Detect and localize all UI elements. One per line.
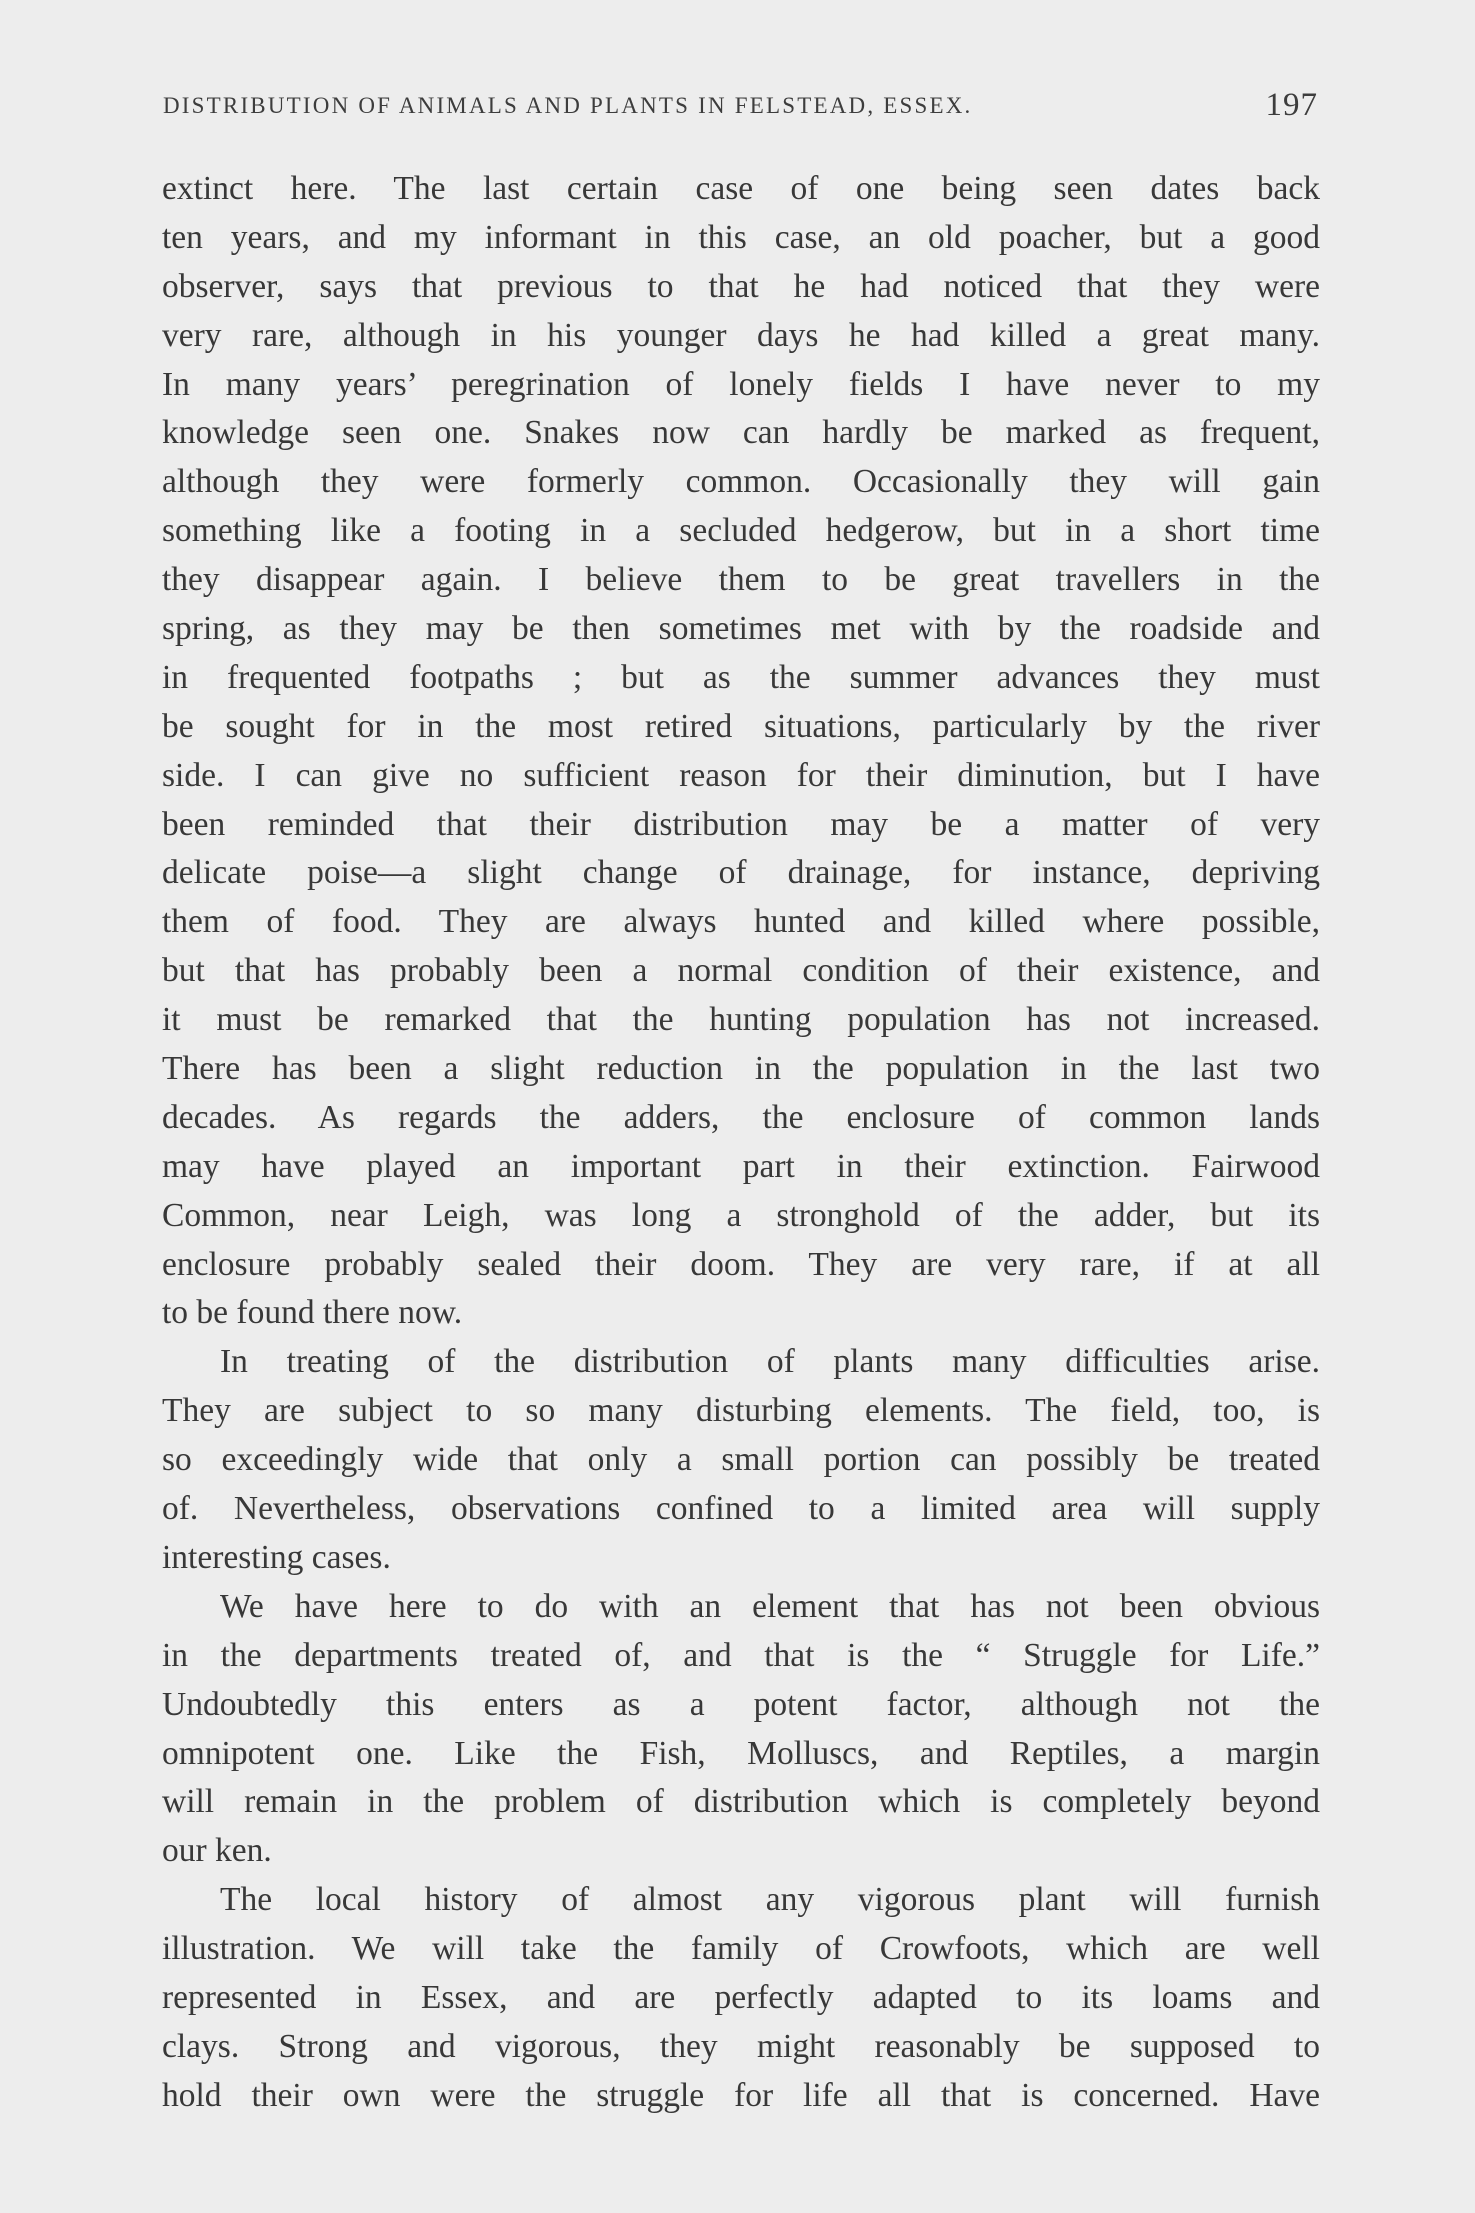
text-line: may have played an important part in their extinction. Fairwood: [162, 1147, 1320, 1185]
text-line: clays. Strong and vigorous, they might reasonably be supposed to: [162, 2027, 1320, 2065]
text-line: it must be remarked that the hunting population has not increased.: [162, 1001, 1320, 1039]
text-line: ten years, and my informant in this case, an old poacher, but a good: [162, 218, 1320, 256]
text-line: In treating of the distribution of plants many difficulties arise.: [220, 1343, 1320, 1381]
text-line: in the departments treated of, and that is the “ Struggle for Life.”: [162, 1636, 1320, 1674]
text-line: We have here to do with an element that has not been obvious: [220, 1587, 1320, 1625]
text-line: to be found there now.: [162, 1294, 463, 1332]
text-line: very rare, although in his younger days he had killed a great many.: [162, 316, 1320, 354]
text-line: knowledge seen one. Snakes now can hardly be marked as frequent,: [162, 414, 1320, 452]
text-line: delicate poise—a slight change of drainage, for instance, depriving: [162, 854, 1320, 892]
paragraph-reptiles: [162, 165, 1320, 1338]
text-line: extinct here. The last certain case of one being seen dates back: [162, 170, 1320, 207]
text-line: something like a footing in a secluded hedgerow, but in a short time: [162, 512, 1320, 550]
paragraph-crowfoots: [162, 1876, 1320, 2120]
text-line: There has been a slight reduction in the population in the last two: [162, 1050, 1320, 1088]
text-line: be sought for in the most retired situations, particularly by the river: [162, 707, 1320, 745]
text-line: our ken.: [162, 1832, 272, 1870]
text-line: in frequented footpaths ; but as the summer advances they must: [162, 658, 1320, 696]
text-line: they disappear again. I believe them to be great travellers in the: [162, 561, 1320, 599]
text-line: interesting cases.: [162, 1538, 391, 1576]
paragraph-struggle-for-life: [162, 1583, 1320, 1876]
text-line: of. Nevertheless, observations confined to a limited area will supply: [162, 1490, 1320, 1528]
page-number: 197: [1265, 87, 1318, 123]
text-line: Common, near Leigh, was long a stronghold of the adder, but its: [162, 1196, 1320, 1234]
text-line: enclosure probably sealed their doom. They are very rare, if at all: [162, 1245, 1320, 1283]
text-line: hold their own were the struggle for life all that is concerned. Have: [162, 2076, 1320, 2114]
body-text: [162, 165, 1320, 2121]
text-line: so exceedingly wide that only a small portion can possibly be treated: [162, 1441, 1320, 1479]
text-line: will remain in the problem of distribution which is completely beyond: [162, 1783, 1320, 1821]
text-line: The local history of almost any vigorous plant will furnish: [220, 1881, 1320, 1919]
running-title: DISTRIBUTION OF ANIMALS AND PLANTS IN FELSTEAD, ESSEX.: [163, 93, 973, 118]
text-line: observer, says that previous to that he had noticed that they were: [162, 267, 1320, 305]
text-line: spring, as they may be then sometimes met with by the roadside and: [162, 610, 1320, 648]
paragraph-plants-intro: [162, 1338, 1320, 1582]
text-line: Undoubtedly this enters as a potent factor, although not the: [162, 1685, 1320, 1723]
text-line: omnipotent one. Like the Fish, Molluscs, and Reptiles, a margin: [162, 1734, 1320, 1772]
text-line: illustration. We will take the family of Crowfoots, which are well: [162, 1930, 1320, 1968]
text-line: although they were formerly common. Occasionally they will gain: [162, 463, 1320, 501]
text-line: In many years’ peregrination of lonely fields I have never to my: [162, 365, 1320, 403]
text-line: They are subject to so many disturbing elements. The field, too, is: [162, 1392, 1320, 1430]
text-line: them of food. They are always hunted and killed where possible,: [162, 903, 1320, 941]
text-line: but that has probably been a normal condition of their existence, and: [162, 952, 1320, 990]
text-line: represented in Essex, and are perfectly adapted to its loams and: [162, 1978, 1320, 2016]
text-line: decades. As regards the adders, the enclosure of common lands: [162, 1098, 1320, 1136]
text-line: side. I can give no sufficient reason for their diminution, but I have: [162, 756, 1320, 794]
running-head: [163, 89, 1318, 129]
text-line: been reminded that their distribution may be a matter of very: [162, 805, 1320, 843]
